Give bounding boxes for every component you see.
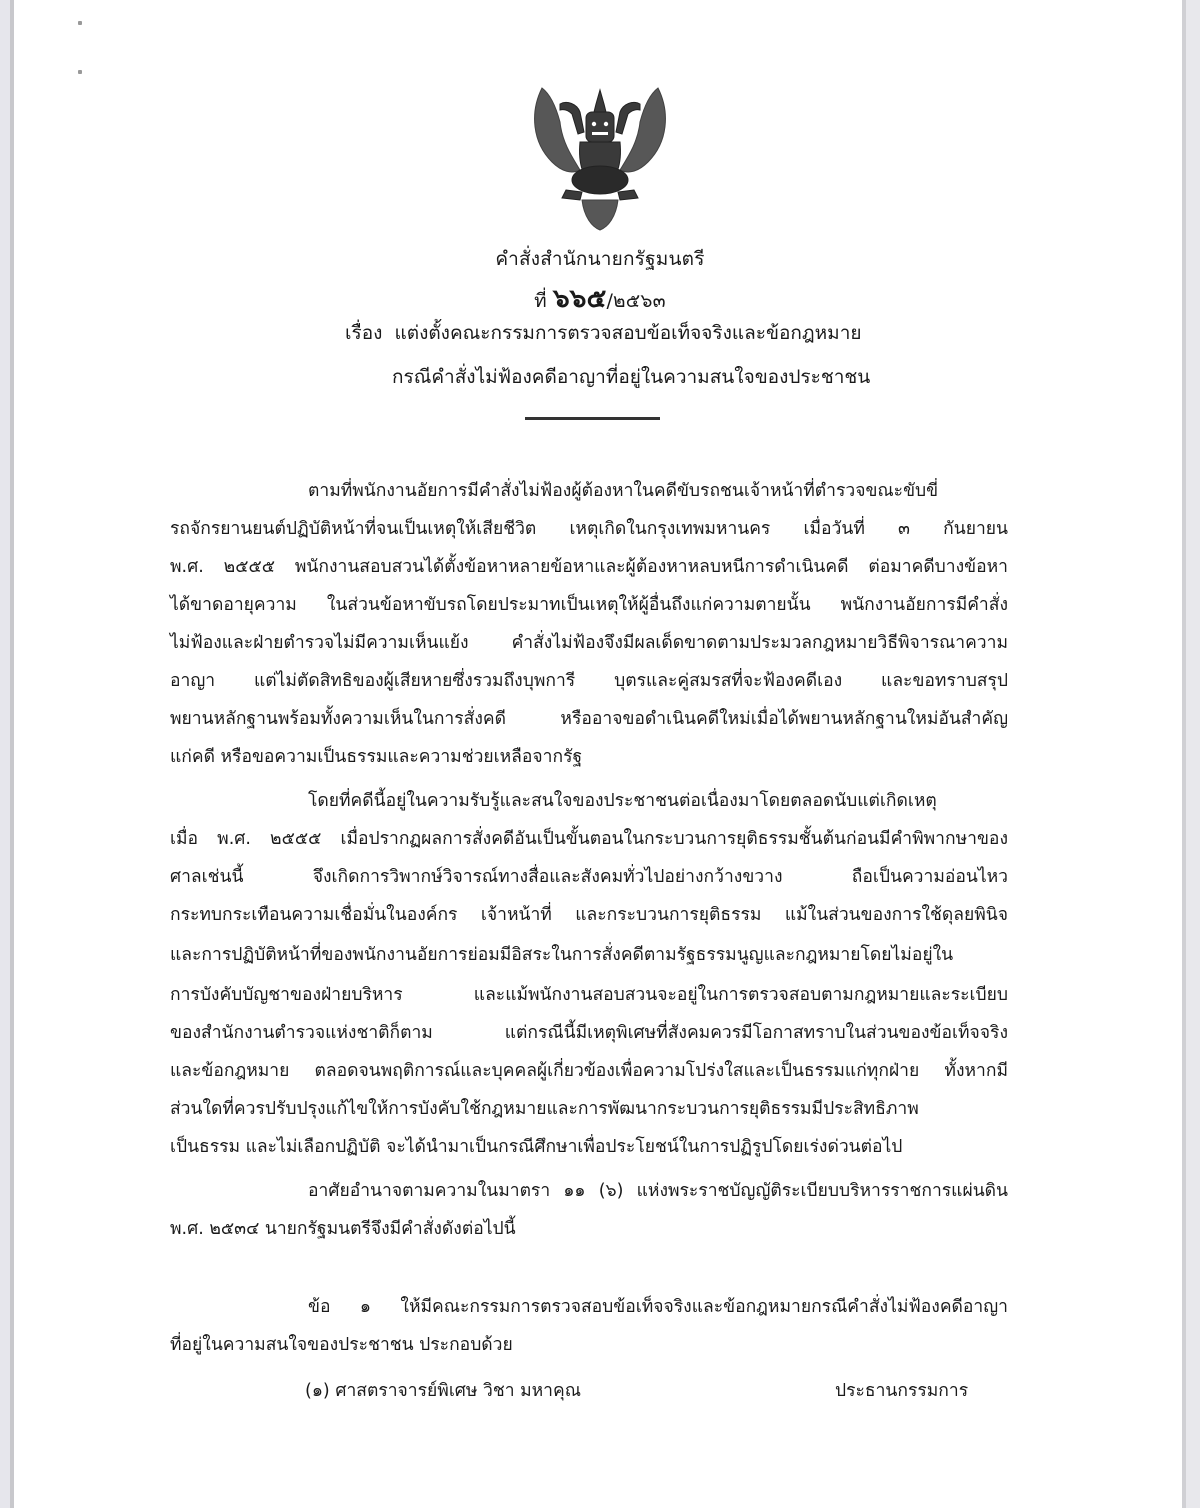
- paragraph-line: อาญา แต่ไม่ตัดสิทธิของผู้เสียหายซึ่งรวมถึงบุพการี บุตรและคู่สมรสที่จะฟ้องคดีเอง และขอทราบสรุป: [170, 671, 1008, 691]
- member-name-row: [305, 1376, 581, 1404]
- paragraph-line: ตามที่พนักงานอัยการมีคำสั่งไม่ฟ้องผู้ต้องหาในคดีขับรถชนเจ้าหน้าที่ตำรวจขณะขับขี่: [308, 481, 939, 501]
- member-index: (๑): [305, 1381, 330, 1401]
- paragraph-line: พ.ศ. ๒๕๓๔ นายกรัฐมนตรีจึงมีคำสั่งดังต่อไปนี้: [170, 1219, 516, 1239]
- paragraph-line: พยานหลักฐานพร้อมทั้งความเห็นในการสั่งคดี หรืออาจขอดำเนินคดีใหม่เมื่อได้พยานหลักฐานใหม่อันสำคัญ: [170, 709, 1008, 729]
- paragraph-line: กระทบกระเทือนความเชื่อมั่นในองค์กร เจ้าหน้าที่ และกระบวนการยุติธรรม แม้ในส่วนของการใช้ดุลยพินิจ: [170, 905, 1008, 925]
- scan-speck: [78, 21, 82, 25]
- member-name: ศาสตราจารย์พิเศษ วิชา มหาคุณ: [335, 1381, 581, 1401]
- page-edge-right: [1186, 0, 1200, 1508]
- clause-line: ที่อยู่ในความสนใจของประชาชน ประกอบด้วย: [170, 1335, 513, 1355]
- page-edge-left: [0, 0, 10, 1508]
- page-edge-right-border: [1182, 0, 1186, 1508]
- order-number: [0, 278, 1200, 319]
- paragraph-line: ได้ขาดอายุความ ในส่วนข้อหาขับรถโดยประมาทเป็นเหตุให้ผู้อื่นถึงแก่ความตายนั้น พนักงานอัยการมีคำสั่ง: [170, 595, 1008, 615]
- paragraph-line: พ.ศ. ๒๕๕๕ พนักงานสอบสวนได้ตั้งข้อหาหลายข้อหาและผู้ต้องหาหลบหนีการดำเนินคดี ต่อมาคดีบางข้อหา: [170, 557, 1008, 577]
- paragraph-line: เป็นธรรม และไม่เลือกปฏิบัติ จะได้นำมาเป็นกรณีศึกษาเพื่อประโยชน์ในการปฏิรูปโดยเร่งด่วนต่อไป: [170, 1137, 903, 1157]
- garuda-emblem-icon: [522, 82, 678, 232]
- paragraph-line: ส่วนใดที่ควรปรับปรุงแก้ไขให้การบังคับใช้กฎหมายและการพัฒนากระบวนการยุติธรรมมีประสิทธิภาพ: [170, 1099, 919, 1119]
- document-issuer: คำสั่งสำนักนายกรัฐมนตรี: [495, 248, 705, 270]
- paragraph-line: อาศัยอำนาจตามความในมาตรา ๑๑ (๖) แห่งพระราชบัญญัติระเบียบบริหารราชการแผ่นดิน: [308, 1181, 1008, 1201]
- subject-label: เรื่อง: [345, 322, 383, 344]
- clause-line: ข้อ ๑ ให้มีคณะกรรมการตรวจสอบข้อเท็จจริงและข้อกฎหมายกรณีคำสั่งไม่ฟ้องคดีอาญา: [308, 1297, 1008, 1317]
- member-role: ประธานกรรมการ: [835, 1381, 969, 1401]
- paragraph-line: แก่คดี หรือขอความเป็นธรรมและความช่วยเหลือจากรัฐ: [170, 747, 583, 767]
- document-subject: [345, 318, 862, 348]
- order-number-year: /๒๕๖๓: [606, 290, 666, 312]
- paragraph-line: ศาลเช่นนี้ จึงเกิดการวิพากษ์วิจารณ์ทางสื่อและสังคมทั่วไปอย่างกว้างขวาง ถือเป็นความอ่อนไหว: [170, 867, 1008, 887]
- paragraph-line: การบังคับบัญชาของฝ่ายบริหาร และแม้พนักงานสอบสวนจะอยู่ในการตรวจสอบตามกฎหมายและระเบียบ: [170, 985, 1008, 1005]
- scan-speck: [78, 70, 82, 74]
- paragraph-line: ของสำนักงานตำรวจแห่งชาติก็ตาม แต่กรณีนี้มีเหตุพิเศษที่สังคมควรมีโอกาสทราบในส่วนของข้อเท็จจริง: [170, 1023, 1008, 1043]
- paragraph-line: และข้อกฎหมาย ตลอดจนพฤติการณ์และบุคคลผู้เกี่ยวข้องเพื่อความโปร่งใสและเป็นธรรมแก่ทุกฝ่าย ทั้งหากมี: [170, 1061, 1008, 1081]
- subject-line-1: แต่งตั้งคณะกรรมการตรวจสอบข้อเท็จจริงและข้อกฎหมาย: [394, 322, 862, 344]
- subject-line-2: กรณีคำสั่งไม่ฟ้องคดีอาญาที่อยู่ในความสนใจของประชาชน: [392, 366, 871, 388]
- paragraph-line: รถจักรยานยนต์ปฏิบัติหน้าที่จนเป็นเหตุให้เสียชีวิต เหตุเกิดในกรุงเทพมหานคร เมื่อวันที่ ๓ กันยายน: [170, 519, 1008, 539]
- page-edge-left-border: [10, 0, 14, 1508]
- header-separator: [525, 417, 660, 420]
- paragraph-line: ไม่ฟ้องและฝ่ายตำรวจไม่มีความเห็นแย้ง คำสั่งไม่ฟ้องจึงมีผลเด็ดขาดตามประมวลกฎหมายวิธีพิจารณาความ: [170, 633, 1008, 653]
- paragraph-line: โดยที่คดีนี้อยู่ในความรับรู้และสนใจของประชาชนต่อเนื่องมาโดยตลอดนับแต่เกิดเหตุ: [308, 791, 937, 811]
- paragraph-line: เมื่อ พ.ศ. ๒๕๕๕ เมื่อปรากฏผลการสั่งคดีอันเป็นขั้นตอนในกระบวนการยุติธรรมชั้นต้นก่อนมีคำพิพากษาของ: [170, 829, 1008, 849]
- order-number-value: ๖๖๕: [553, 284, 607, 314]
- order-number-prefix: ที่: [534, 290, 547, 312]
- paragraph-line: และการปฏิบัติหน้าที่ของพนักงานอัยการย่อมมีอิสระในการสั่งคดีตามรัฐธรรมนูญและกฎหมายโดยไม่อยู่ใน: [170, 945, 954, 965]
